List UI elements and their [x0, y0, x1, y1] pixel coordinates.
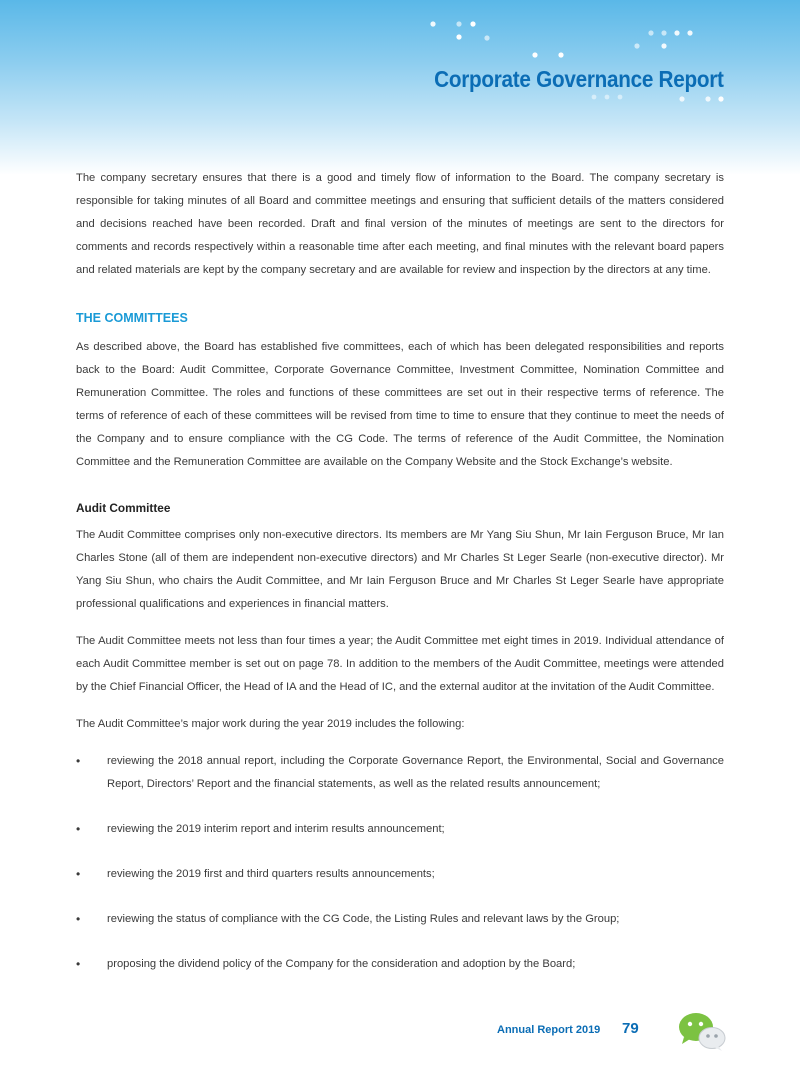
page-content: [76, 167, 724, 998]
page-number: 79: [622, 1020, 639, 1037]
list-item-text: proposing the dividend policy of the Company for the consideration and adoption by the Board;: [107, 958, 576, 970]
wechat-icon[interactable]: [676, 1010, 728, 1052]
list-item-text: reviewing the 2019 first and third quarters results announcements;: [107, 868, 435, 880]
list-item: [76, 953, 724, 976]
bullet-icon: •: [76, 867, 81, 881]
intro-paragraph: The company secretary ensures that there is a good and timely flow of information to the Board. The company secretary is responsible for taking minutes of all Board and committee meetings and ensuring that sufficient details of the matters considered and decisions reached have been recorded. Draft and final version of the minutes of meetings are sent to the directors for comments and records respectively within a reasonable time after each meeting, and final minutes with the relevant board papers and related materials are kept by the company secretary and are available for review and inspection by the directors at any time.: [76, 172, 724, 276]
list-item: [76, 818, 724, 841]
report-title: Corporate Governance Report: [434, 66, 724, 92]
decorative-dots: [0, 0, 800, 110]
committees-paragraph: As described above, the Board has established five committees, each of which has been delegated responsibilities and reports back to the Board: Audit Committee, Corporate Governance Committee, Investment Committee, Nomination Committee and Remuneration Committee. The roles and functions of these committees are set out in their respective terms of reference. The terms of reference of each of these committees will be revised from time to time to ensure that they continue to meet the needs of the Company and to ensure compliance with the CG Code. The terms of reference of the Audit Committee, the Nomination Committee and the Remuneration Committee are available on the Company Website and the Stock Exchange’s website.: [76, 341, 724, 468]
list-item: [76, 750, 724, 796]
list-item: [76, 908, 724, 931]
audit-work-list: [76, 750, 724, 976]
list-item-text: reviewing the status of compliance with the CG Code, the Listing Rules and relevant laws by the Group;: [107, 913, 620, 925]
bullet-icon: •: [76, 754, 81, 768]
bullet-icon: •: [76, 822, 81, 836]
list-item-text: reviewing the 2018 annual report, including the Corporate Governance Report, the Environmental, Social and Governance Report, Directors’ Report and the financial statements, as well as the related results announcement;: [107, 755, 724, 790]
audit-paragraph-work-intro: The Audit Committee’s major work during the year 2019 includes the following:: [76, 718, 465, 730]
footer-report-label: Annual Report 2019: [497, 1024, 601, 1036]
audit-paragraph-members: The Audit Committee comprises only non-executive directors. Its members are Mr Yang Siu Shun, Mr Iain Ferguson Bruce, Mr Ian Charles Stone (all of them are independent non-executive directors) and Mr Charles St Leger Searle (non-executive director). Mr Yang Siu Shun, who chairs the Audit Committee, and Mr Iain Ferguson Bruce and Mr Charles St Leger Searle have appropriate professional qualifications and experiences in financial matters.: [76, 529, 724, 610]
committees-heading: THE COMMITTEES: [76, 311, 188, 325]
audit-paragraph-meetings: The Audit Committee meets not less than four times a year; the Audit Committee met eight times in 2019. Individual attendance of each Audit Committee member is set out on page 78. In addition to the members of the Audit Committee, meetings were attended by the Chief Financial Officer, the Head of IA and the Head of IC, and the external auditor at the invitation of the Audit Committee.: [76, 635, 724, 693]
bullet-icon: •: [76, 957, 81, 971]
bullet-icon: •: [76, 912, 81, 926]
audit-committee-heading: Audit Committee: [76, 501, 171, 515]
list-item-text: reviewing the 2019 interim report and interim results announcement;: [107, 823, 445, 835]
list-item: [76, 863, 724, 886]
